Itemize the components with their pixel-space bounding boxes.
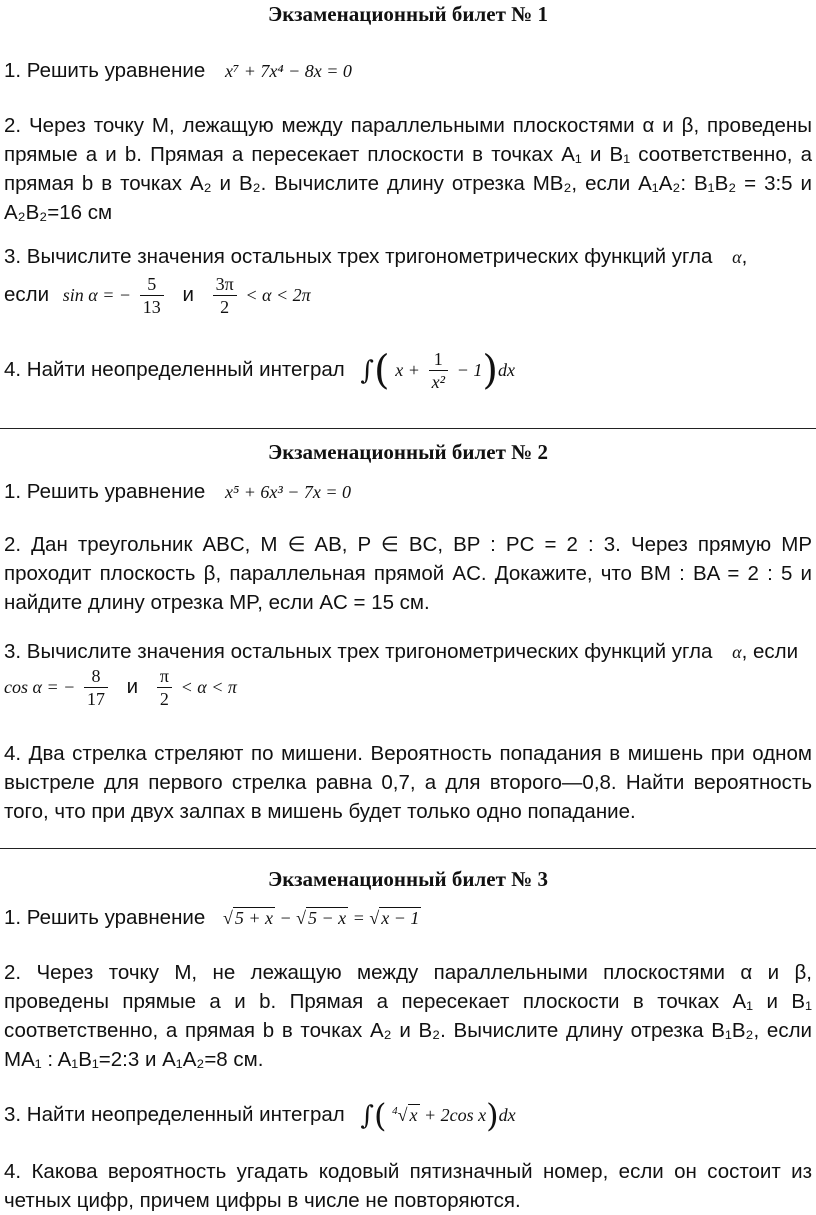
integrand-part: x + (395, 360, 420, 380)
equation: x⁵ + 6x³ − 7x = 0 (224, 482, 352, 502)
task-label: 1. Решить уравнение (4, 480, 206, 503)
and-word: и (182, 283, 194, 306)
if-word: если (752, 640, 799, 663)
fraction-pi-2: $\frac{\pi}{2}$ (157, 665, 172, 710)
task-label: 1. Решить уравнение (4, 906, 206, 929)
sqrt-icon: √ (296, 908, 307, 928)
ticket-3-task-4 (4, 1157, 812, 1215)
ticket-3-task-1 (4, 903, 812, 933)
fraction: $\frac{5}{13}$ (140, 273, 164, 318)
integrand-part: − 1 (456, 360, 483, 380)
ticket-3-task-2 (4, 958, 812, 1074)
integrand: $^4$√ x + 2cos x (392, 1105, 487, 1125)
ticket-2-title: Экзаменационный билет № 2 (268, 440, 548, 464)
integral-sign-icon: ∫ (360, 1100, 374, 1131)
close-paren: ) (486, 1096, 499, 1135)
task-text: 2. Через точку М, лежащую между параллельными плоскостями α и β, проведены прямые a и b. Прямая a пересекает плоскости в точках A₁ и B₁ соответственно, а прямая b в точках A₂ и B₂. Вычислите длину отрезка MB₂, если A₁A₂: B₁B₂ = 3:5 и A₂B₂=16 см (4, 114, 812, 224)
fraction: $\frac{1}{\text{x²}}$ (429, 348, 448, 393)
ticket-2-task-4 (4, 739, 812, 826)
sin-expression: sin α = − (62, 285, 132, 305)
task-text: 4. Два стрелка стреляют по мишени. Вероятность попадания в мишень при одном выстреле для первого стрелка равна 0,7, а для второго—0,8. Найти вероятность того, что при двух залпах в мишень будет только одно попадание. (4, 742, 812, 823)
cos-expression: cos α = − (4, 677, 76, 697)
ticket-1-task-3: 3. Вычислите значения остальных трех тригонометрических функций угла α, (4, 245, 748, 268)
integral-sign-icon: ∫ (360, 355, 374, 386)
sqrt-icon: √ (222, 908, 233, 928)
ticket-1-title: Экзаменационный билет № 1 (268, 2, 548, 26)
inequality: < α < 2π (245, 285, 311, 305)
dx: dx (497, 360, 515, 380)
inequality: < α < π (180, 677, 237, 697)
ticket-2-task-3: 3. Вычислите значения остальных трех тригонометрических функций угла α, если (4, 640, 799, 663)
task-text: 2. Через точку М, не лежащую между параллельными плоскостями α и β, проведены прямые a и b. Прямая a пересекает плоскости в точках A₁ и B₁ соответственно, а прямая b в точках A₂ и B₂. Вычислите длину отрезка B₁B₂, если MA₁ : A₁B₁=2:3 и A₁A₂=8 см. (4, 961, 812, 1071)
alpha-symbol: α (732, 247, 742, 267)
task-text: 3. Вычислите значения остальных трех тригонометрических функций угла (4, 245, 713, 268)
divider (0, 428, 816, 429)
ticket-2-task-1 (4, 477, 812, 507)
open-paren: ( (373, 347, 390, 394)
dx: dx (498, 1105, 516, 1125)
ticket-3-task-3 (4, 1086, 812, 1141)
equation: x⁷ + 7x⁴ − 8x = 0 (224, 61, 352, 81)
task-text: 2. Дан треугольник ABC, M ∈ AB, P ∈ BC, BP : PC = 2 : 3. Через прямую MP проходит плоскость β, параллельная прямой AC. Докажите, что BM : BA = 2 : 5 и найдите длину отрезка MP, если AC = 15 см. (4, 533, 812, 614)
ticket-3-title: Экзаменационный билет № 3 (268, 867, 548, 891)
task-text: 3. Вычислите значения остальных трех тригонометрических функций угла (4, 640, 713, 663)
ticket-1-task-2 (4, 111, 812, 227)
sqrt-icon: √ (369, 908, 380, 928)
task-label: 4. Найти неопределенный интеграл (4, 358, 345, 381)
task-label: 1. Решить уравнение (4, 59, 206, 82)
divider (0, 848, 816, 849)
fraction-3pi-2: $\frac{3\pi}{2}$ (213, 273, 237, 318)
open-paren: ( (373, 1096, 387, 1135)
ticket-1-task-1 (4, 56, 812, 86)
if-word: если (4, 283, 50, 306)
and-word: и (126, 675, 139, 698)
close-paren: ) (482, 347, 498, 394)
ticket-1-task-4 (4, 344, 812, 397)
ticket-2-task-2 (4, 530, 812, 617)
ticket-1-task-3-condition (4, 272, 812, 318)
ticket-2-task-3-condition (4, 664, 812, 710)
equation: √ 5 + x − √ 5 − x = √ x − 1 (222, 908, 420, 928)
task-label: 3. Найти неопределенный интеграл (4, 1103, 345, 1126)
alpha-symbol: α (732, 642, 742, 662)
task-text: 4. Какова вероятность угадать кодовый пятизначный номер, если он состоит из четных цифр, причем цифры в числе не повторяются. (4, 1160, 812, 1212)
sqrt-icon: √ (397, 1105, 408, 1125)
fraction: $\frac{8}{17}$ (84, 665, 108, 710)
